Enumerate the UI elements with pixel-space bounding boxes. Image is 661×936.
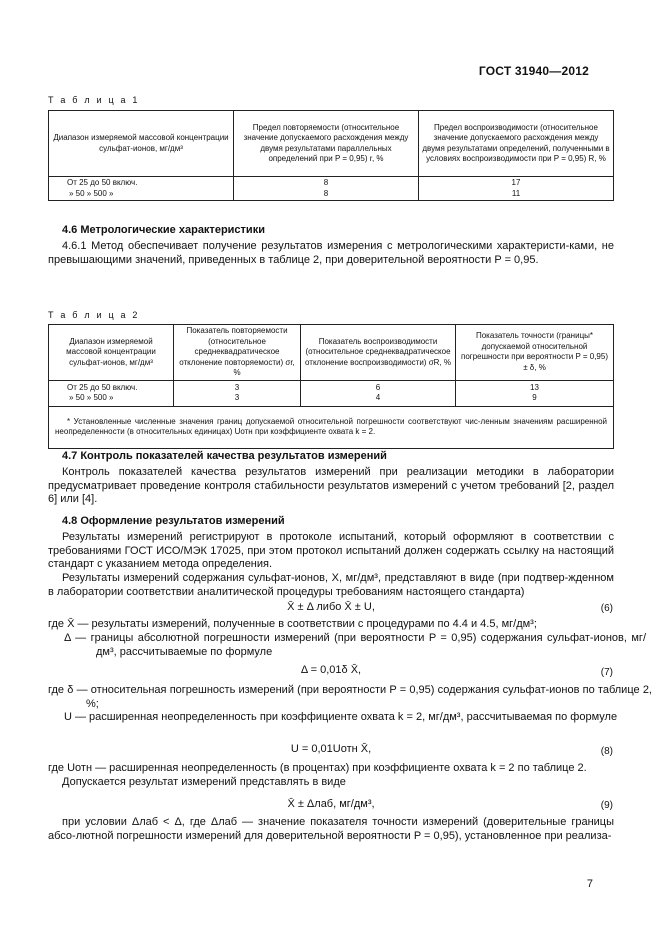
section-4-8-paragraph-4: при условии Δлаб < Δ, где Δлаб — значение показателя точности измерений (доверительные границы абсо-лютной погрешности измерений для доверительной вероятности P = 0,95), установленное при реализа- [48,816,614,842]
where-6a: где X̄ — результаты измерений, полученные в соответствии с процедурами по 4.4 и 4.5, мг/дм³; [48,618,537,630]
table1-cell-text: 8 [323,178,329,187]
table1-cell-text: 17 [511,178,521,187]
section-4-8-title: 4.8 Оформление результатов измерений [62,515,285,527]
where-7b: U — расширенная неопределенность при коэффициенте охвата k = 2, мг/дм³, рассчитываемая по формуле [64,711,618,723]
formula-8: U = 0,01Uотн X̄, [290,743,372,755]
table2-cell [301,380,456,406]
table2-cell-text: 6 [375,382,381,392]
table2-cell-text: От 25 до 50 включ. [67,382,138,392]
table2-footnote: * Установленные численные значения границ допускаемой относительной погрешности соответствуют чис-ленным значениям расширенной неопределенности (в относительных единицах) Uотн при коэффициенте охвата k = 2. [49,406,614,448]
section-4-8-paragraph-2: Результаты измерений содержания сульфат-ионов, X, мг/дм³, представляют в виде (при подтвер-жденном в лаборатории соответствии аналитической процедуры требованиям настоящего стандарта) [48,572,614,598]
section-4-6-paragraph: 4.6.1 Метод обеспечивает получение результатов измерения с метрологическими характеристи-ками, не превышающими значений, приведенных в таблице 2, при доверительной вероятности P = 0,95. [48,240,614,266]
table2-cell-text: 9 [532,393,537,402]
table1-head-repeat: Предел повторяемости (относительное значение допускаемого расхождения между двумя результатами параллельных определений при P = 0,95) r, % [234,111,419,177]
formula-9: X̄ ± Δлаб, мг/дм³, [287,798,375,810]
where-7a: где δ — относительная погрешность измерений (при вероятности P = 0,95) содержания сульфат-ионов по таблице 2, %; [48,684,652,710]
table2-head-accuracy: Показатель точности (границы* допускаемой относительной погрешности при вероятности P = 0,95) ± δ, % [456,325,614,381]
table1-cell-text: От 25 до 50 включ. [67,178,138,187]
page-number: 7 [586,878,593,890]
table1-cell [234,177,419,201]
table1-caption: Т а б л и ц а 1 [48,95,140,105]
table2-cell [174,380,301,406]
table2-caption: Т а б л и ц а 2 [48,310,140,320]
table1-cell [49,177,234,201]
equation-number-7: (7) [600,667,613,678]
table1 [48,110,614,201]
equation-number-8: (8) [600,746,613,757]
table-row [49,177,614,201]
table1-cell-text: 11 [511,188,521,198]
table2 [48,324,614,449]
table2-cell-text: 3 [234,382,240,392]
table1-head-reprod: Предел воспроизводимости (относительное значение допускаемого расхождения между двумя результатами определений, полученными в условиях воспроизводимости при P = 0,95) R, % [419,111,614,177]
section-4-7-title: 4.7 Контроль показателей качества результатов измерений [62,450,387,462]
section-4-8-paragraph-3: Допускается результат измерений представлять в виде [62,776,346,788]
where-8: где Uотн — расширенная неопределенность (в процентах) при коэффициенте охвата k = 2 по таблице 2. [48,762,587,774]
equation-number-9: (9) [600,800,613,811]
section-4-8-paragraph-1: Результаты измерений регистрируют в протоколе испытаний, который оформляют в соответствии с требованиями ГОСТ ИСО/МЭК 17025, при этом протокол испытаний должен содержать ссылку на настоящий стандарт с указанием метода определения. [48,531,614,570]
table2-cell-text: 13 [530,382,539,392]
table1-cell [419,177,614,201]
standard-header: ГОСТ 31940—2012 [478,64,589,78]
table1-cell-text: » 50 » 500 » [69,188,114,198]
table2-head-repeat: Показатель повторяемости (относительное среднеквадратическое отклонение повторяемости) σr, % [174,325,301,381]
table2-cell [49,380,174,406]
table1-head-range: Диапазон измеряемой массовой концентрации сульфат-ионов, мг/дм³ [49,111,234,177]
table2-cell [456,380,614,406]
where-6b: Δ — границы абсолютной погрешности измерений (при вероятности P = 0,95) содержания сульфат-ионов, мг/дм³, рассчитываемые по формуле [64,632,646,658]
formula-6: X̄ ± Δ либо X̄ ± U, [287,601,375,613]
section-4-7-paragraph: Контроль показателей качества результатов измерений при реализации методики в лаборатории предусматривает проведение контроля стабильности результатов измерений с учетом требований [2, раздел 6] или [4]. [48,466,614,505]
equation-number-6: (6) [600,603,613,614]
table2-cell-text: 4 [375,393,381,402]
table2-head-range: Диапазон измеряемой массовой концентрации сульфат-ионов, мг/дм³ [49,325,174,381]
table2-head-reprod: Показатель воспроизводимости (относительное среднеквадратическое отклонение воспроизводимости) σR, % [301,325,456,381]
formula-7: Δ = 0,01δ X̄, [300,664,362,676]
table-row [49,380,614,406]
section-4-6-title: 4.6 Метрологические характеристики [62,224,265,236]
table1-cell-text: 8 [323,188,329,198]
table2-cell-text: » 50 » 500 » [69,393,114,402]
table2-cell-text: 3 [234,393,240,402]
